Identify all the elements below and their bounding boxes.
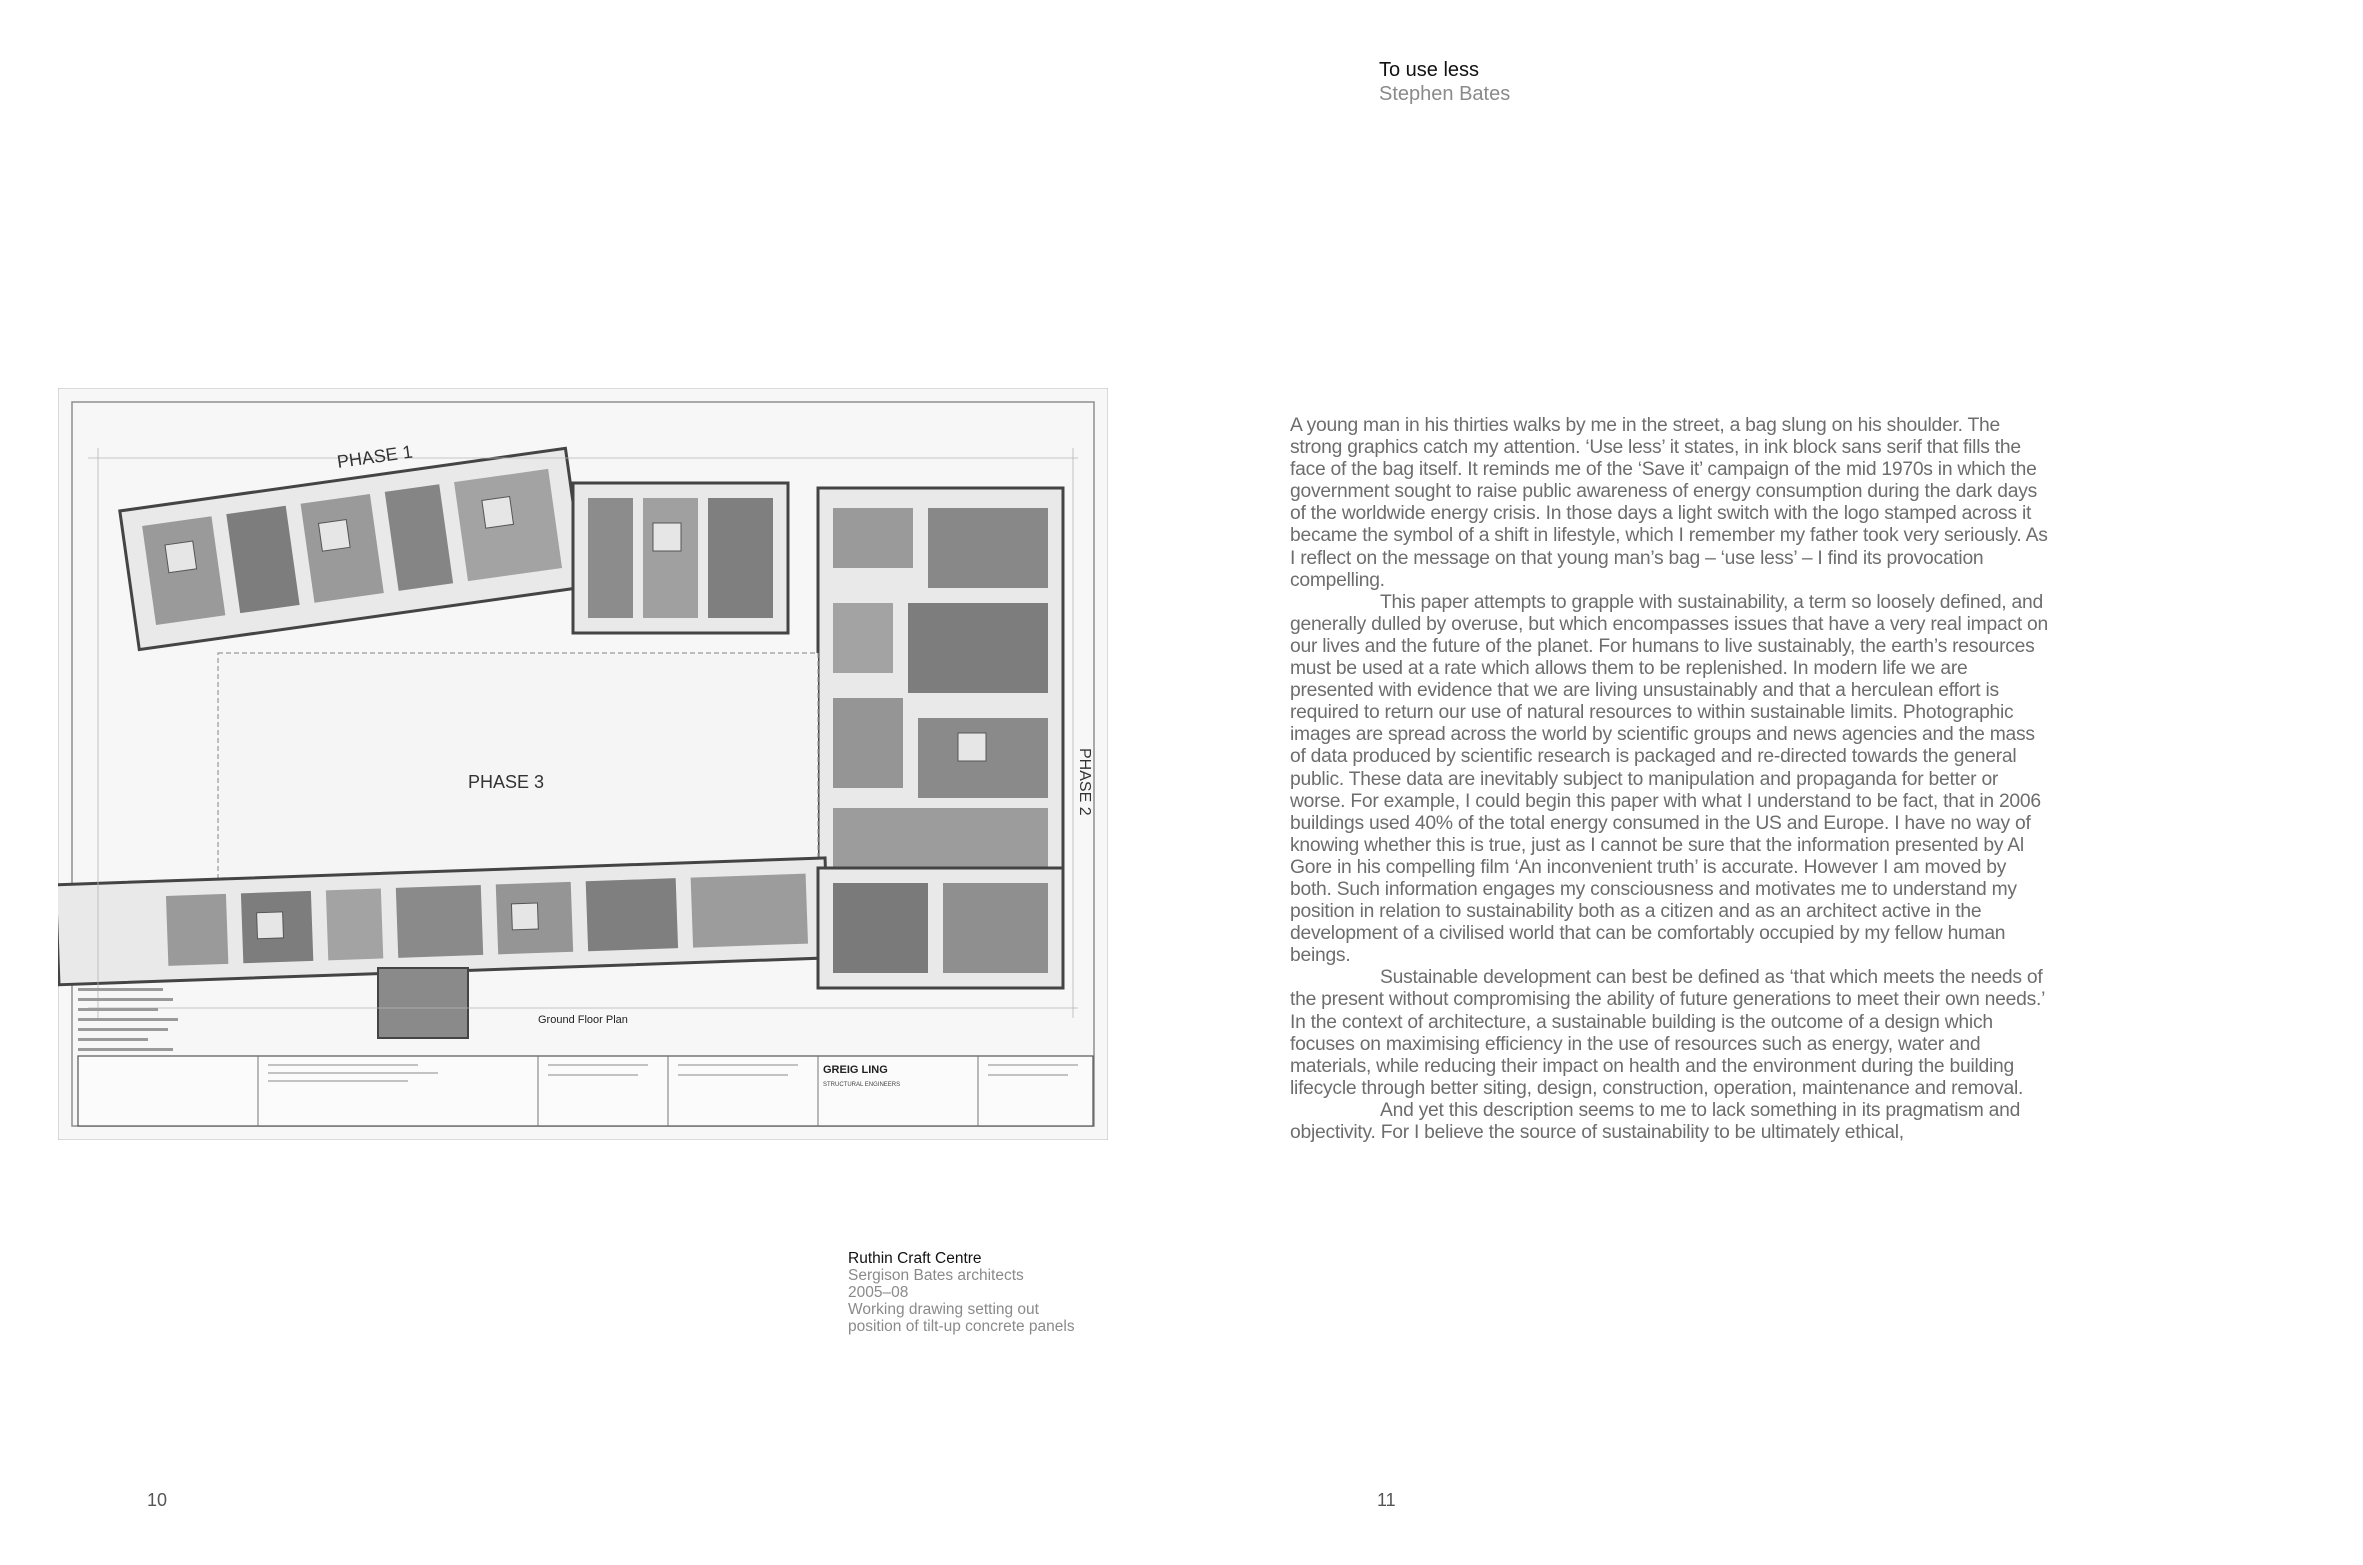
courtyard — [218, 653, 818, 878]
phase3-annotation: PHASE 3 — [468, 772, 545, 792]
caption-architects: Sergison Bates architects — [848, 1267, 1024, 1284]
paragraph: Sustainable development can best be defined as ‘that which meets the needs of the present without compromising the ability of future generations to meet their own needs.’ In the context of architecture, a sustainable building is the outcome of a design which focuses on maximising efficiency in the use of resources such as energy, water and materials, while reducing their impact on health and the environment during the building lifecycle through better siting, design, construction, operation, maintenance and removal. — [1290, 967, 2045, 1099]
plan-label: Ground Floor Plan — [538, 1014, 628, 1026]
page-number-left: 10 — [147, 1490, 168, 1510]
floor-plan-drawing — [58, 388, 1108, 1140]
engineer-name: GREIG LING — [823, 1064, 888, 1076]
page-number-right: 11 — [1377, 1490, 1396, 1510]
essay-title: To use less — [1379, 59, 1480, 81]
title-block — [78, 1056, 1093, 1126]
south-annex — [378, 968, 468, 1038]
figure-caption — [848, 1250, 1075, 1335]
phase2-south-block — [818, 868, 1063, 988]
working-drawing-figure — [58, 388, 1108, 1140]
essay-author: Stephen Bates — [1379, 83, 1511, 105]
essay-body — [1290, 415, 2050, 1144]
caption-description: Working drawing setting out — [848, 1301, 1039, 1318]
phase1-east-block — [573, 483, 788, 633]
phase2-wing — [818, 488, 1063, 908]
paragraph: A young man in his thirties walks by me in the street, a bag slung on his shoulder. The strong graphics catch my attention. ‘Use less’ it states, in ink block sans serif that fills the face of the bag itself. It reminds me of the ‘Save it’ campaign of the mid 1970s in which the government sought to raise public awareness of energy consumption during the dark days of the worldwide energy crisis. In those days a light switch with the logo stamped across it became the symbol of a shift in lifestyle, which I remember my father took very seriously. As I reflect on the message on that young man’s bag – ‘use less’ – I find its provocation compelling. — [1290, 415, 2048, 591]
caption-title: Ruthin Craft Centre — [848, 1250, 982, 1267]
engineer-subtitle: STRUCTURAL ENGINEERS — [823, 1082, 901, 1088]
phase2-annotation: PHASE 2 — [1076, 748, 1093, 816]
caption-years: 2005–08 — [848, 1284, 909, 1301]
caption-description: position of tilt-up concrete panels — [848, 1318, 1075, 1335]
paragraph: This paper attempts to grapple with sustainability, a term so loosely defined, and generally dulled by overuse, but which encompasses issues that have a very real impact on our lives and the future of the planet. For humans to live sustainably, the earth’s resources must be used at a rate which allows them to be replenished. In modern life we are presented with evidence that we are living unsustainably and that a herculean effort is required to return our use of natural resources to within sustainable limits. Photographic images are spread across the world by scientific groups and news agencies and the mass of data produced by scientific research is packaged and re-directed towards the general public. These data are inevitably subject to manipulation and propaganda for better or worse. For example, I could begin this paper with what I understand to be fact, that in 2006 buildings used 40% of the total energy consumed in the US and Europe. I have no way of knowing whether this is true, just as I cannot be sure that the information presented by Al Gore in his compelling film ‘An inconvenient truth’ is accurate. However I am moved by both. Such information engages my consciousness and motivates me to understand my position in relation to sustainability both as a citizen and as an architect active in the development of a civilised world that can be comfortably occupied by my fellow human beings. — [1290, 591, 2048, 967]
paragraph: And yet this description seems to me to lack something in its pragmatism and objectivity. For I believe the source of sustainability to be ultimately ethical, — [1290, 1099, 2021, 1143]
phase1-annotation: PHASE 1 — [335, 441, 414, 472]
